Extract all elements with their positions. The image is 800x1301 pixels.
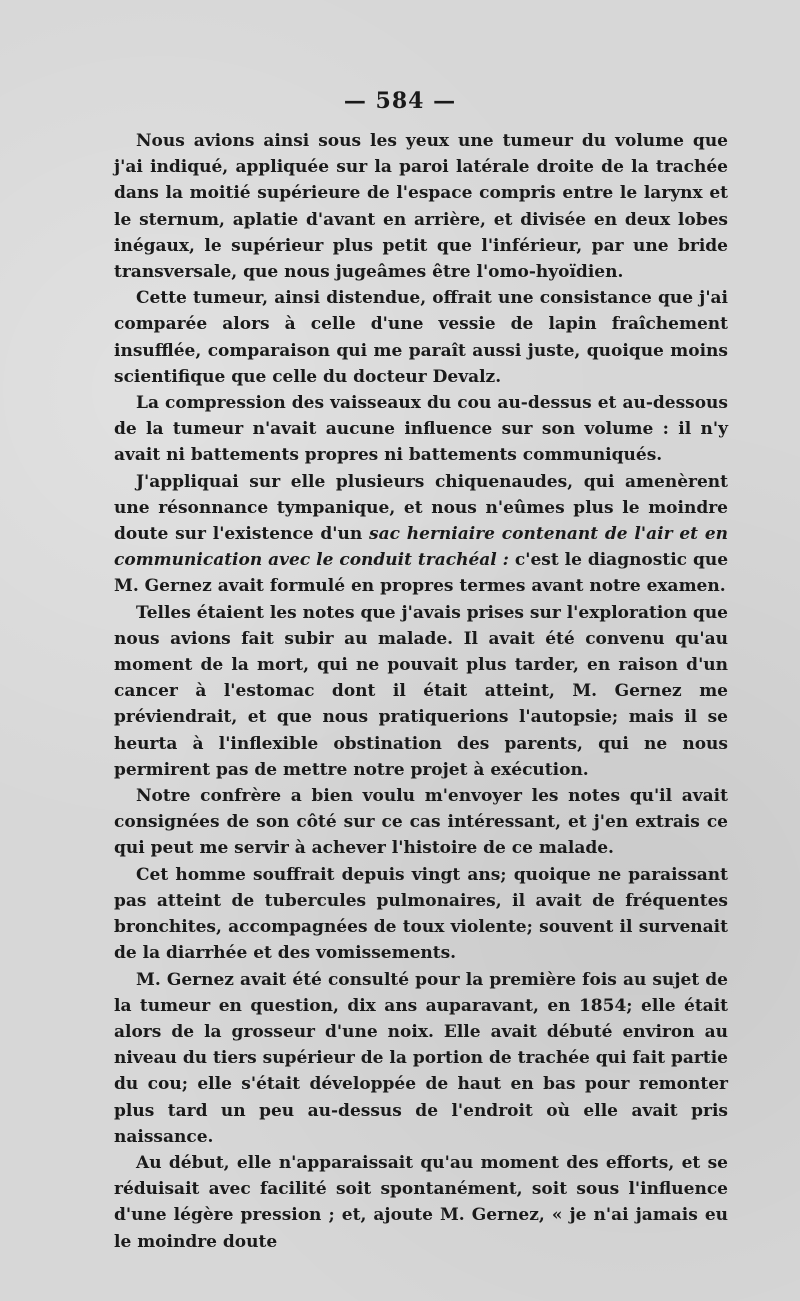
paragraph-4-start: J'appliquai sur elle plusieurs chiquenaudes, qui amenèrent une résonnance tympanique, et nous n'eûmes plus le moindre doute sur l'existence d'un — [114, 471, 728, 545]
paragraph-3: La compression des vaisseaux du cou au-dessus et au-dessous de la tumeur n'avait aucune influence sur son volume : il n'y avait ni battements propres ni battements communiqués. — [114, 393, 728, 466]
paragraph-2: Cette tumeur, ainsi distendue, offrait une consistance que j'ai comparée alors à celle d'une vessie de lapin fraîchement insufflée, comparaison qui me paraît aussi juste, quoique moins scientifique que celle du docteur Devalz. — [114, 288, 728, 387]
paragraph-6: Notre confrère a bien voulu m'envoyer les notes qu'il avait consignées de son côté sur ce cas intéressant, et j'en extrais ce qui peut me servir à achever l'histoire de ce malade. — [114, 786, 728, 859]
paragraph-9: Au début, elle n'apparaissait qu'au moment des efforts, et se réduisait avec facilité soit spontanément, soit sous l'influence d'une légère pression ; et, ajoute M. Gernez, « je n'ai jamais eu le moindre doute — [114, 1152, 728, 1252]
paragraph-8: M. Gernez avait été consulté pour la première fois au sujet de la tumeur en question, dix ans auparavant, en 1854; elle était alors de la grosseur d'une noix. Elle avait débuté environ au niveau du tiers supérieur de la portion de trachée qui fait partie du cou; elle s'était développée de haut en bas pour remonter plus tard un peu au-dessus de l'endroit où elle avait pris naissance. — [114, 969, 728, 1147]
paragraph-7: Cet homme souffrait depuis vingt ans; quoique ne paraissant pas atteint de tubercules pulmonaires, il avait de fréquentes bronchites, accompagnées de toux violente; souvent il survenait de la diarrhée et des vomissements. — [114, 864, 728, 964]
paragraph-4-italic: sac herniaire contenant de l'air et en communication avec le conduit trachéal : — [114, 524, 728, 571]
paragraph-4-end: c'est le diagnostic que M. Gernez avait formulé en propres termes avant notre examen. — [114, 550, 729, 597]
page-number: — 584 — — [343, 88, 457, 114]
body-text — [114, 128, 728, 1255]
paragraph-1: Nous avions ainsi sous les yeux une tumeur du volume que j'ai indiqué, appliquée sur la paroi latérale droite de la trachée dans la moitié supérieure de l'espace compris entre le larynx et le sternum, aplatie d'avant en arrière, et divisée en deux lobes inégaux, le supérieur plus petit que l'inférieur, par une bride transversale, que nous jugeâmes être l'omo-hyoïdien. — [114, 131, 728, 283]
paragraph-4 — [114, 469, 728, 600]
paragraph-5: Telles étaient les notes que j'avais prises sur l'exploration que nous avions fait subir au malade. Il avait été convenu qu'au moment de la mort, qui ne pouvait plus tarder, en raison d'un cancer à l'estomac dont il était atteint, M. Gernez me préviendrait, et que nous pratiquerions l'autopsie; mais il se heurta à l'inflexible obstination des parents, qui ne nous permirent pas de mettre notre projet à exécution. — [114, 602, 728, 780]
